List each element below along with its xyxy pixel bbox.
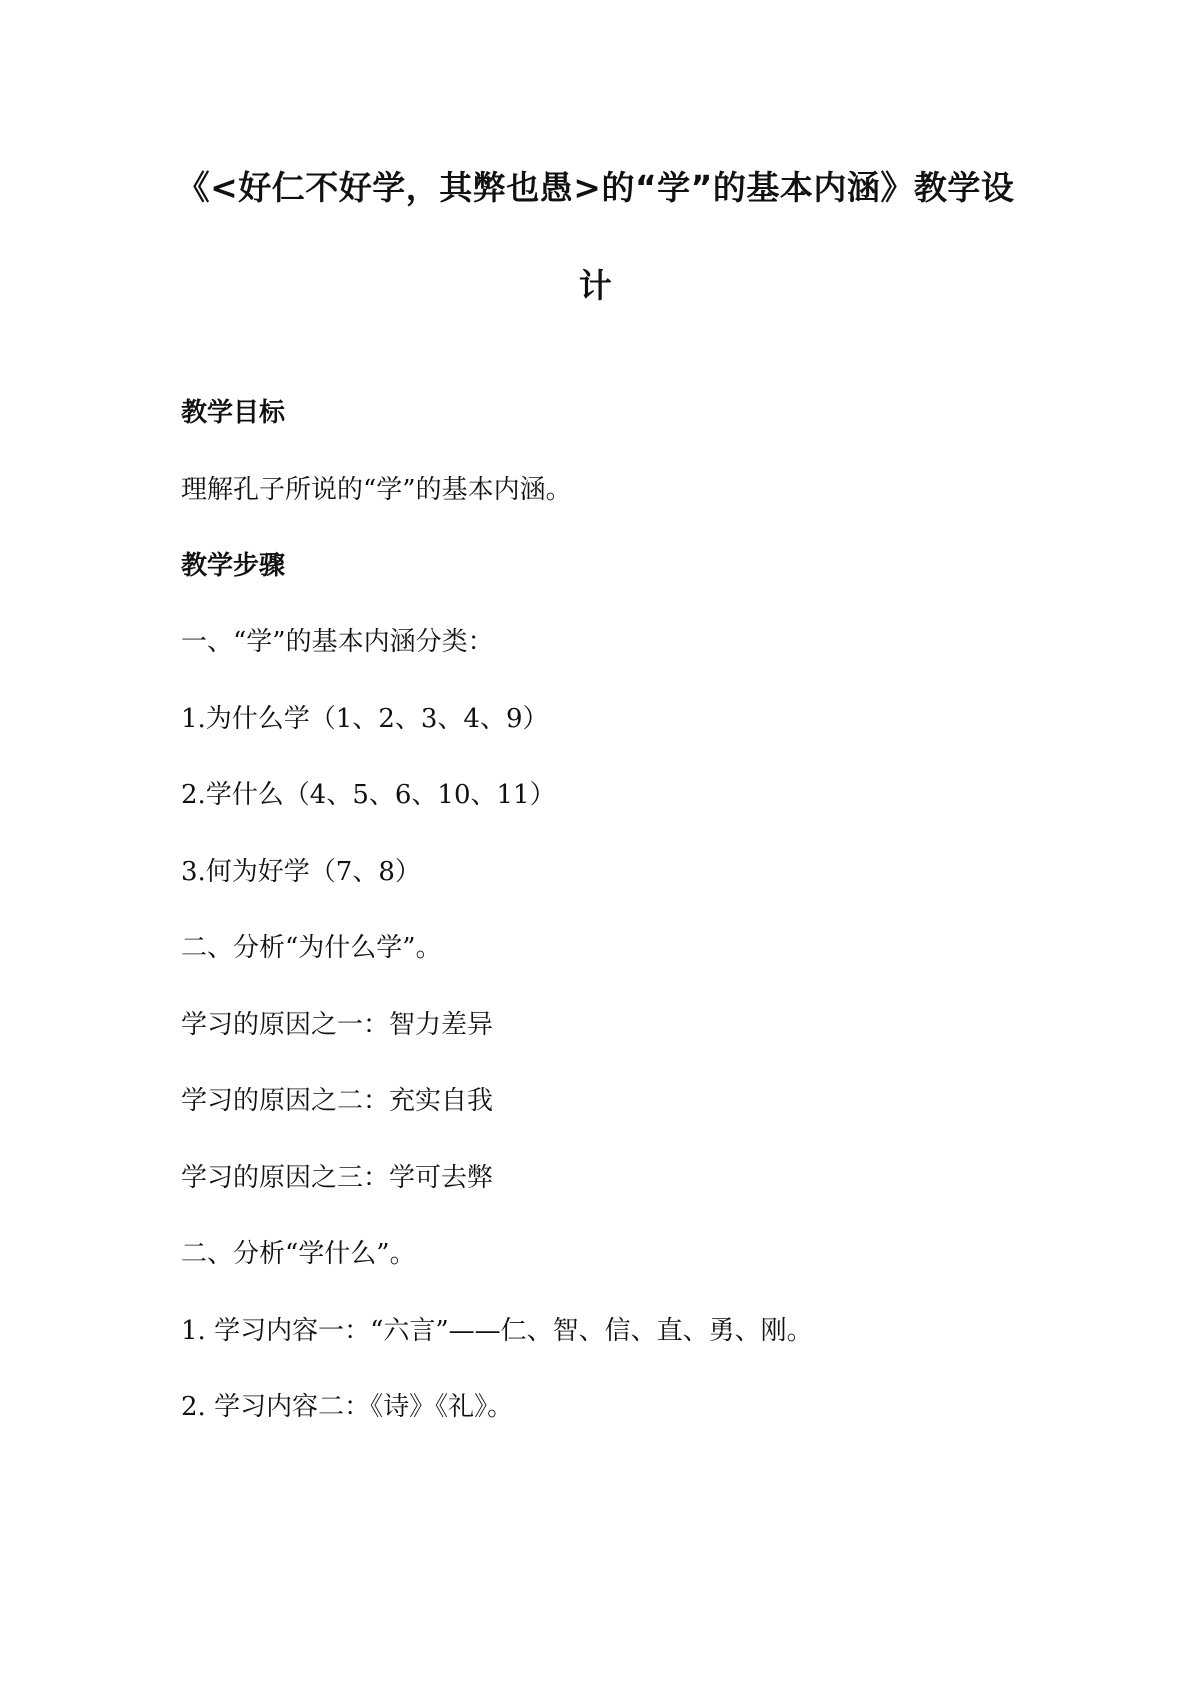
objective-text: 理解孔子所说的“学”的基本内涵。: [181, 475, 572, 505]
section-3-title: 二、分析“学什么”。: [181, 1239, 416, 1269]
document-title-line-2: 计: [578, 266, 613, 305]
objective-heading: 教学目标: [181, 398, 286, 428]
section-1-item-3: 3.何为好学（7、8）: [181, 857, 421, 887]
section-2-title: 二、分析“为什么学”。: [181, 933, 442, 963]
section-2-reason-2: 学习的原因之二：充实自我: [181, 1086, 494, 1116]
section-1-item-1: 1.为什么学（1、2、3、4、9）: [181, 704, 549, 734]
section-1-title: 一、“学”的基本内涵分类：: [181, 627, 494, 657]
section-1-item-2: 2.学什么（4、5、6、10、11）: [181, 780, 556, 810]
section-3-item-1: 1. 学习内容一：“六言”——仁、智、信、直、勇、刚。: [181, 1316, 813, 1346]
document-title-line-1: 《<好仁不好学，其弊也愚>的“学”的基本内涵》教学设: [176, 168, 1015, 207]
steps-heading: 教学步骤: [181, 551, 286, 581]
section-2-reason-1: 学习的原因之一：智力差异: [181, 1010, 494, 1040]
section-2-reason-3: 学习的原因之三：学可去弊: [181, 1163, 494, 1193]
section-3-item-2: 2. 学习内容二：《诗》《礼》。: [181, 1392, 514, 1422]
